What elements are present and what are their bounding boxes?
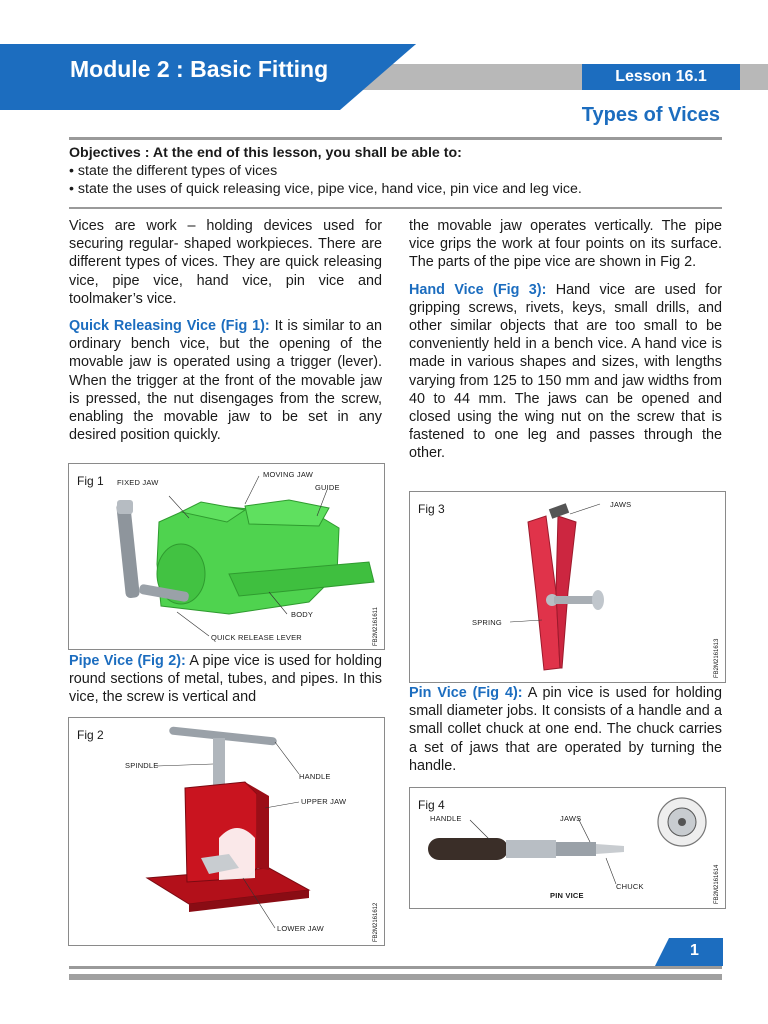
figure-code: FB2M2161614 <box>714 864 720 904</box>
figure-1 <box>68 463 385 650</box>
quick-vice-paragraph <box>69 317 382 444</box>
figure-2 <box>68 717 385 946</box>
intro-paragraph: Vices are work – holding devices used for securing regular- shaped workpieces. There are different types of vices. They are quick releasing vice, pipe vice, hand vice, pin vice and toolmaker’s vice. <box>69 218 382 307</box>
callout-moving-jaw: MOVING JAW <box>263 470 314 479</box>
objectives-heading: Objectives : At the end of this lesson, you shall be able to: <box>69 145 462 161</box>
pin-vice-illustration <box>410 788 725 908</box>
pipe-vice-text: A pipe vice is used for holding round sections of metal, tubes, and pipes. In this vice, the screw is vertical and <box>69 653 383 706</box>
hand-vice-illustration <box>410 492 725 682</box>
callout-quick-release-lever: QUICK RELEASE LEVER <box>211 633 302 642</box>
figure-code: FB2M2161611 <box>373 607 379 646</box>
lesson-badge: Lesson 16.1 <box>582 64 740 90</box>
page-number-tab <box>655 938 723 966</box>
quick-vice-text: It is similar to an ordinary bench vice, but the opening of the movable jaw is operated using a trigger (lever). When the trigger at the front of the movable jaw is pressed, the nut disengages from the screw, enabling the movable jaw to be set in any desired position quickly. <box>69 318 382 444</box>
figure-4-label: Fig 4 <box>418 798 445 812</box>
callout-handle: HANDLE <box>299 772 331 781</box>
figure-4 <box>409 787 726 909</box>
callout-jaws: JAWS <box>610 500 632 509</box>
footer-rule-top <box>69 966 722 969</box>
pipe-vice-illustration <box>69 718 384 945</box>
pipe-vice-heading: Pipe Vice (Fig 2): <box>69 653 186 669</box>
pin-vice-heading: Pin Vice (Fig 4): <box>409 685 523 701</box>
figure-2-label: Fig 2 <box>77 728 104 742</box>
callout-handle: HANDLE <box>430 814 462 823</box>
left-column-text <box>69 217 382 453</box>
hand-vice-heading: Hand Vice (Fig 3): <box>409 281 547 298</box>
callout-spring: SPRING <box>472 618 502 627</box>
pipe-vice-paragraph <box>69 652 382 716</box>
right-column-text <box>409 217 722 472</box>
lesson-title: Types of Vices <box>581 104 720 126</box>
figure-3-label: Fig 3 <box>418 502 445 516</box>
objectives-divider <box>69 207 722 209</box>
figure-code: FB2M2161612 <box>373 902 379 942</box>
callout-chuck: CHUCK <box>616 882 644 891</box>
hand-vice-paragraph <box>409 281 722 463</box>
figure-1-label: Fig 1 <box>77 474 104 488</box>
objective-item: • state the different types of vices <box>69 163 278 179</box>
figure-3 <box>409 491 726 683</box>
figure-4-caption: PIN VICE <box>550 891 584 900</box>
callout-body: BODY <box>291 610 314 619</box>
objectives-block <box>69 144 729 198</box>
pin-vice-text: A pin vice is used for holding small diameter jobs. It consists of a handle and a small collet chuck at one end. The chuck carries a set of jaws that are operated by turning the handle. <box>409 685 722 774</box>
callout-guide: GUIDE <box>315 483 340 492</box>
top-divider <box>69 137 722 140</box>
page-number: 1 <box>690 942 699 959</box>
pin-vice-paragraph <box>409 684 722 784</box>
callout-spindle: SPINDLE <box>125 761 159 770</box>
module-title: Module 2 : Basic Fitting <box>70 56 329 82</box>
pipe-vice-continued: the movable jaw operates vertically. The pipe vice grips the work at four points on its surface. The parts of the pipe vice are shown in Fig 2. <box>409 218 722 271</box>
callout-jaws: JAWS <box>560 814 582 823</box>
callout-fixed-jaw: FIXED JAW <box>117 478 159 487</box>
callout-lower-jaw: LOWER JAW <box>277 924 324 933</box>
callout-upper-jaw: UPPER JAW <box>301 797 347 806</box>
quick-vice-heading: Quick Releasing Vice (Fig 1): <box>69 318 270 335</box>
figure-code: FB2M2161613 <box>714 638 720 678</box>
footer-rule-bottom <box>69 974 722 980</box>
hand-vice-text: Hand vice are used for gripping screws, rivets, keys, small drills, and other similar objects that are too small to be conveniently held in a bench vice. A hand vice is made in various shapes and sizes, with lengths varying from 125 to 150 mm and jaw widths from 40 to 44 mm. The jaws can be opened and closed using the wing nut on the screw that is fastened to one leg and passes through the other. <box>409 281 722 462</box>
objective-item: • state the uses of quick releasing vice, pipe vice, hand vice, pin vice and leg vice. <box>69 181 582 197</box>
